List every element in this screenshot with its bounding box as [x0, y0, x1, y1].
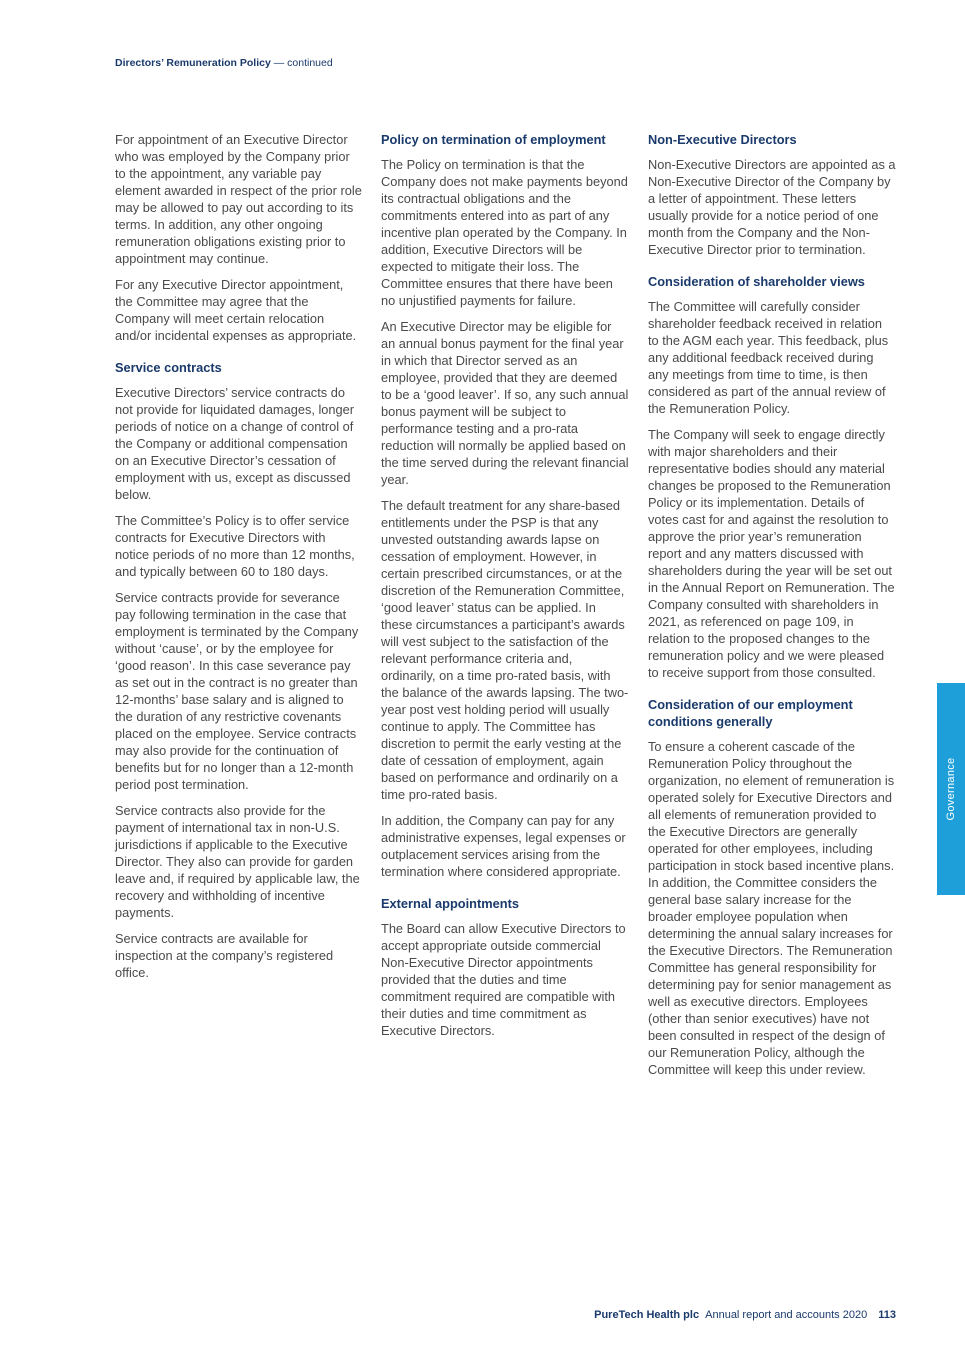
governance-side-tab[interactable] [937, 683, 965, 895]
paragraph: For any Executive Director appointment, the Committee may agree that the Company will meet certain relocation and/or incidental expenses as appropriate. [115, 277, 357, 343]
running-header [115, 57, 333, 69]
paragraph: The Committee will carefully consider shareholder feedback received in relation to the AGM each year. This feedback, plus any additional feedback received during any meetings from time to time, is then considered as part of the annual review of the Remuneration Policy. [648, 299, 889, 416]
paragraph: For appointment of an Executive Director who was employed by the Company prior to the appointment, any variable pay element awarded in respect of the prior role may be allowed to pay out according to its terms. In addition, any other ongoing remuneration obligations existing prior to appointment may continue. [115, 132, 362, 266]
page-number: 113 [878, 1309, 896, 1321]
paragraph: Service contracts provide for severance pay following termination in the case that employment is terminated by the Company without ‘cause’, or by the employee for ‘good reason’. In this case severance pay as set out in the contract is no greater than 12-months’ base salary and is aligned to the duration of any restrictive covenants placed on the employee. Service contracts may also provide for the continuation of benefits but for no longer than a 12-month period post termination. [115, 590, 359, 792]
section-heading-termination: Policy on termination of employment [381, 132, 606, 147]
paragraph: Non-Executive Directors are appointed as a Non-Executive Director of the Company by a letter of appointment. These letters usually provide for a notice period of one month from the Company and the Non-Executive Director prior to termination. [648, 157, 896, 257]
paragraph: In addition, the Company can pay for any administrative expenses, legal expenses or outplacement services arising from the termination where considered appropriate. [381, 813, 626, 879]
paragraph: Service contracts also provide for the payment of international tax in non-U.S. jurisdictions if applicable to the Executive Director. They also can provide for garden leave and, if required by applicable law, the recovery and withholding of incentive payments. [115, 803, 360, 920]
section-heading-service-contracts: Service contracts [115, 360, 222, 375]
paragraph: The Policy on termination is that the Company does not make payments beyond its contractual obligations and the commitments entered into as part of any incentive plan operated by the Company. In addition, Executive Directors will be expected to mitigate their loss. The Committee ensures that there have been no unjustified payments for failure. [381, 157, 628, 308]
footer-company: PureTech Health plc [594, 1309, 700, 1321]
paragraph: The Committee’s Policy is to offer service contracts for Executive Directors with notice periods of no more than 12 months, and typically between 60 to 180 days. [115, 513, 355, 579]
continued-label: — continued [270, 57, 333, 69]
page-footer [594, 1309, 896, 1321]
section-title: Directors’ Remuneration Policy [115, 57, 271, 69]
footer-report-title: Annual report and accounts 2020 [705, 1309, 868, 1321]
text-column-1 [115, 131, 363, 990]
paragraph: The Company will seek to engage directly with major shareholders and their representative bodies should any material changes be proposed to the Remuneration Policy or its implementation. Details of votes cast for and against the resolution to approve the prior year’s remuneration report and any matters discussed with shareholders during the year will be set out in the Annual Report on Remuneration. The Company consulted with shareholders in 2021, as referenced on page 109, in relation to the proposed changes to the remuneration policy and we were pleased to receive support from those consulted. [648, 427, 895, 680]
side-tab-label: Governance [945, 757, 957, 821]
paragraph: An Executive Director may be eligible for an annual bonus payment for the final year in which that Director served as an employee, provided that they are deemed to be a ‘good leaver’. If so, any such annual bonus payment will be subject to performance testing and a pro-rata reduction will normally be applied based on the time served during the relevant financial year. [381, 319, 629, 487]
paragraph: The default treatment for any share-based entitlements under the PSP is that any unvested outstanding awards lapse on cessation of employment. However, in certain prescribed circumstances, or at the discretion of the Remuneration Committee, ‘good leaver’ status can be applied. In these circumstances a participant’s awards will vest subject to the satisfaction of the relevant performance criteria and, ordinarily, on a time pro-rated basis, with the balance of the awards lapsing. The two-year post vest holding period will usually continue to apply. The Committee has discretion to permit the early vesting at the date of cessation of employment, again based on performance and ordinarily on a time pro-rated basis. [381, 498, 629, 802]
section-heading-employment-conditions: Consideration of our employment conditions generally [648, 697, 853, 729]
text-column-2 [381, 131, 629, 1048]
text-column-3 [648, 131, 896, 1087]
paragraph: Service contracts are available for inspection at the company’s registered office. [115, 931, 334, 980]
section-heading-external-appointments: External appointments [381, 896, 519, 911]
paragraph: Executive Directors’ service contracts do not provide for liquidated damages, longer periods of notice on a change of control of the Company or additional compensation on an Executive Director’s cessation of employment with us, except as discussed below. [115, 385, 355, 502]
paragraph: To ensure a coherent cascade of the Remuneration Policy throughout the organization, no element of remuneration is operated solely for Executive Directors and all elements of remuneration provided to the Executive Directors are generally operated for other employees, including participation in stock based incentive plans. In addition, the Committee considers the general base salary increase for the broader employee population when determining the annual salary increases for the Executive Directors. The Remuneration Committee has general responsibility for determining pay for senior management as well as executive directors. Employees (other than senior executives) have not been consulted in respect of the design of our Remuneration Policy, although the Committee will keep this under review. [648, 739, 895, 1077]
section-heading-non-executive-directors: Non-Executive Directors [648, 132, 797, 147]
section-heading-shareholder-views: Consideration of shareholder views [648, 274, 865, 289]
paragraph: The Board can allow Executive Directors to accept appropriate outside commercial Non-Executive Director appointments provided that the duties and time commitment required are compatible with their duties and time commitment as Executive Directors. [381, 921, 626, 1038]
